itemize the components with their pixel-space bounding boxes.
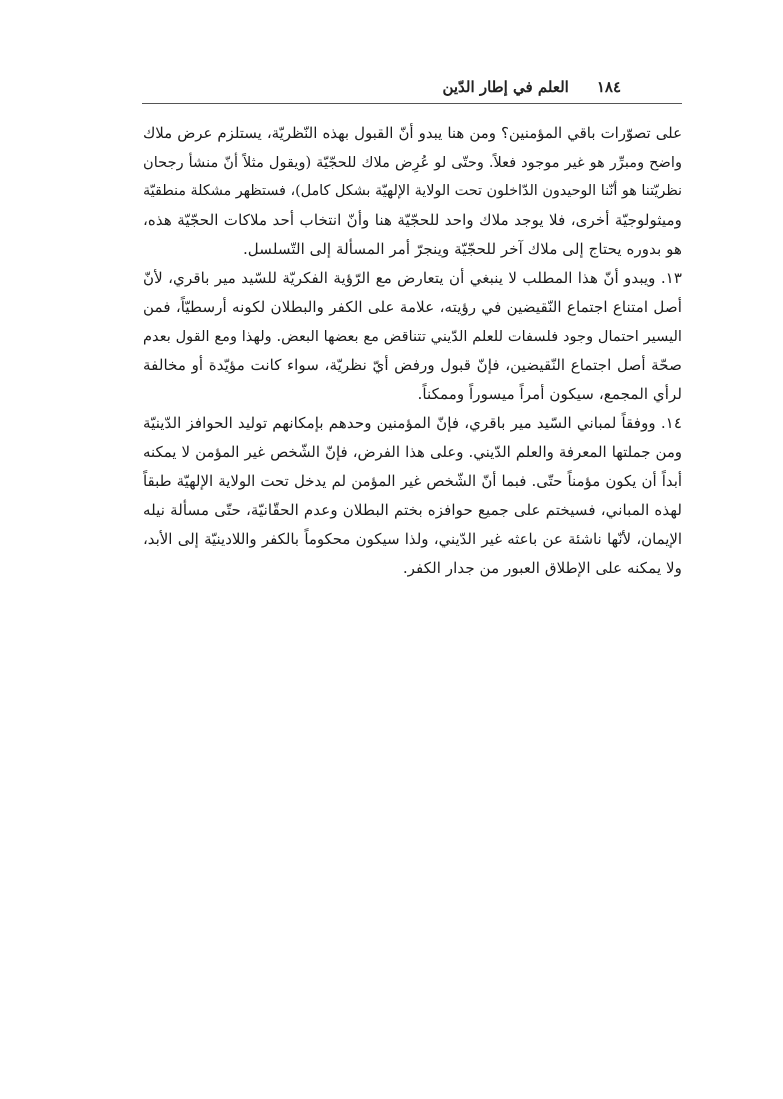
text-line: الإيمان، لأنّها ناشئة عن باعثه غير الدّيني، ولذا سيكون محكوماً بالكفر واللادينيّة إلى الأبد، xyxy=(143,530,682,548)
text-line: صحّة أصل اجتماع النّقيضين، فإنّ قبول ورفض أيّ نظريّة، سواء كانت مؤيّدة أو مخالفة xyxy=(143,356,682,374)
running-title: العلم في إطار الدّين xyxy=(442,78,569,96)
text-line: نظريّتنا هو أنّنا الوحيدون الدّاخلون تحت الولاية الإلهيّة بشكل كامل)، فستظهر مشكلة منطقيّة xyxy=(143,183,682,199)
text-line: لهذه المباني، فسيختم على جميع حوافزه بختم البطلان وعدم الحقّانيّة، حتّى مسألة نيله xyxy=(143,501,682,519)
text-line: هو بدوره يحتاج إلى ملاك آخر للحجّيّة وينجرّ أمر المسألة إلى التّسلسل. xyxy=(242,240,682,258)
page-number: ١٨٤ xyxy=(596,78,621,96)
text-line: اليسير احتمال وجود فلسفات للعلم الدّيني تتناقض مع بعضها البعض. ولهذا ومع القول بعدم xyxy=(143,328,682,345)
paragraph-14 xyxy=(143,409,682,583)
paragraph-13 xyxy=(143,264,682,409)
text-line: ومن جملتها المعرفة والعلم الدّيني. وعلى هذا الفرض، فإنّ الشّخص غير المؤمن لا يمكنه xyxy=(143,443,682,461)
text-line: ١٣. ويبدو أنّ هذا المطلب لا ينبغي أن يتعارض مع الرّؤية الفكريّة للسّيد مير باقري، لأنّ xyxy=(143,269,682,287)
text-line: لرأي المجمع، سيكون أمراً ميسوراً وممكناً. xyxy=(417,385,682,403)
header-rule xyxy=(142,103,682,104)
page-header xyxy=(442,78,621,96)
text-line: ١٤. ووفقاً لمباني السّيد مير باقري، فإنّ المؤمنين وحدهم بإمكانهم توليد الحوافز الدّينيّة xyxy=(143,414,682,432)
paragraph-1 xyxy=(143,119,682,264)
text-line: على تصوّرات باقي المؤمنين؟ ومن هنا يبدو أنّ القبول بهذه النّظريّة، يستلزم عرض ملاك xyxy=(143,124,682,142)
text-line: واضح ومبرِّر هو غير موجود فعلاً. وحتّى لو عُرِض ملاك للحجّيّة (ويقول مثلاً أنّ منشأ رجحان xyxy=(143,154,682,171)
text-line: وميثولوجيّة أخرى، فلا يوجد ملاك واحد للحجّيّة هنا وأنّ انتخاب أحد ملاكات الحجّيّة هذه، xyxy=(143,211,682,229)
text-line: أصل امتناع اجتماع النّقيضين في رؤيته، علامة على الكفر والبطلان لكونه أرسطيّاً، فمن xyxy=(143,298,682,316)
text-line: أبداً أن يكون مؤمناً حتّى. فبما أنّ الشّخص غير المؤمن لم يدخل تحت الولاية الإلهيّة طبقاً xyxy=(143,472,682,490)
text-line: ولا يمكنه على الإطلاق العبور من جدار الكفر. xyxy=(402,559,682,577)
page-body xyxy=(143,119,682,583)
